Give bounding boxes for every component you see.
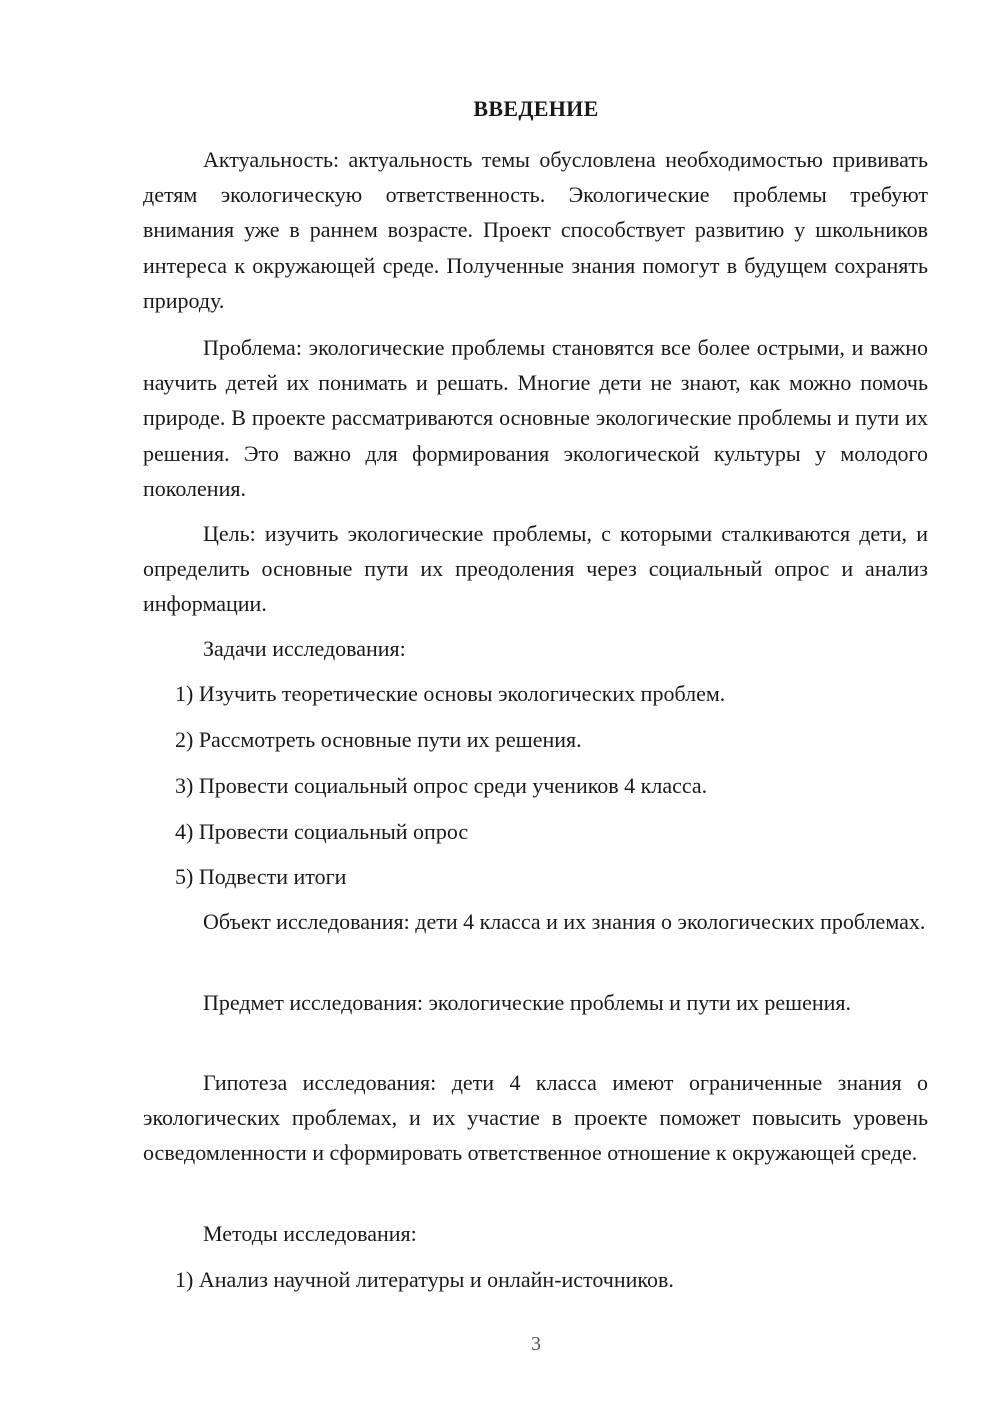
task-item-3: 3) Провести социальный опрос среди учеников 4 класса. — [175, 773, 708, 798]
object-paragraph: Объект исследования: дети 4 класса и их знания о экологических проблемах. — [203, 909, 926, 934]
page-title: ВВЕДЕНИЕ — [473, 96, 599, 121]
tasks-heading: Задачи исследования: — [203, 636, 406, 661]
method-item-1: 1) Анализ научной литературы и онлайн-источников. — [175, 1267, 674, 1292]
subject-paragraph: Предмет исследования: экологические проблемы и пути их решения. — [203, 990, 852, 1015]
task-item-4: 4) Провести социальный опрос — [175, 819, 469, 844]
problem-paragraph: Проблема: экологические проблемы становятся все более острыми, и важно научить детей их понимать и решать. Многие дети не знают, как можно помочь природе. В проекте рассматриваются основные экологические проблемы и пути их решения. Это важно для формирования экологической культуры у молодого поколения. — [143, 335, 928, 501]
page-number: 3 — [531, 1333, 541, 1355]
goal-paragraph: Цель: изучить экологические проблемы, с которыми сталкиваются дети, и определить основные пути их преодоления через социальный опрос и анализ информации. — [143, 521, 928, 617]
task-item-1: 1) Изучить теоретические основы экологических проблем. — [175, 681, 726, 706]
relevance-paragraph: Актуальность: актуальность темы обусловлена необходимостью прививать детям экологическую ответственность. Экологические проблемы требуют внимания уже в раннем возрасте. Проект способствует развитию у школьников интереса к окружающей среде. Полученные знания помогут в будущем сохранять природу. — [143, 147, 928, 313]
task-item-2: 2) Рассмотреть основные пути их решения. — [175, 727, 582, 752]
methods-heading: Методы исследования: — [203, 1221, 417, 1246]
hypothesis-paragraph: Гипотеза исследования: дети 4 класса имеют ограниченные знания о экологических проблемах, и их участие в проекте поможет повысить уровень осведомленности и сформировать ответственное отношение к окружающей среде. — [143, 1070, 928, 1166]
task-item-5: 5) Подвести итоги — [175, 864, 347, 889]
